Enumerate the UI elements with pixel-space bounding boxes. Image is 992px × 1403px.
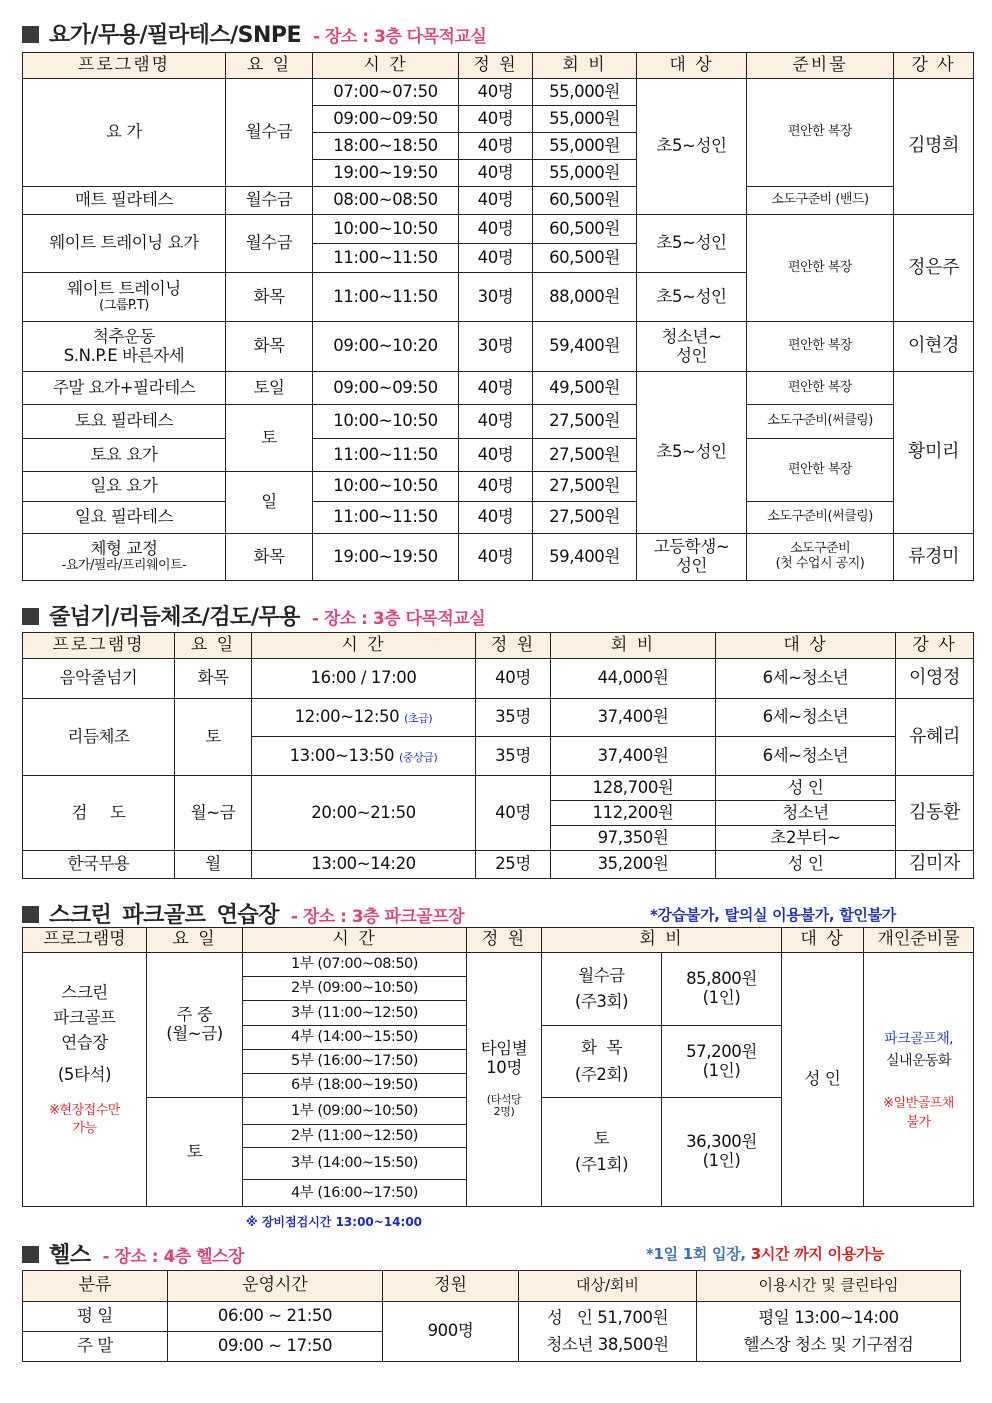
- section-title-jumprope: [22, 600, 485, 631]
- clean-time-hours: 평일 13:00~14:00: [758, 1308, 899, 1328]
- header-fee: 회 비: [533, 53, 637, 79]
- capacity: 30명: [459, 273, 533, 322]
- program-name: [23, 953, 147, 1207]
- capacity: 30명: [459, 322, 533, 372]
- day-weekday-line2: (월~금): [166, 1024, 223, 1043]
- time: 10:00~10:50: [313, 215, 459, 244]
- table-header-row: [23, 633, 974, 659]
- comma: ,: [949, 1032, 953, 1048]
- fee: 27,500원: [533, 439, 637, 472]
- header-day: 요 일: [175, 633, 252, 659]
- day: 일: [226, 472, 313, 534]
- capacity: 40명: [459, 405, 533, 439]
- fee-per-person: (1인): [702, 1060, 741, 1080]
- header-instructor: 강 사: [896, 633, 974, 659]
- time: 07:00~07:50: [313, 79, 459, 106]
- day-saturday: 토: [147, 1098, 243, 1207]
- time-value: 13:00~13:50: [289, 745, 395, 765]
- instructor: 김동환: [896, 776, 974, 851]
- capacity: 35명: [476, 699, 551, 737]
- time: 08:00~08:50: [313, 187, 459, 215]
- fee-days: [542, 953, 662, 1026]
- time: 11:00~11:50: [313, 273, 459, 322]
- fee: 35,200원: [551, 851, 716, 879]
- square-bullet-icon: [22, 608, 39, 625]
- capacity: 40명: [459, 502, 533, 534]
- onsite-only-warning: ※현장접수만: [49, 1103, 120, 1118]
- target: 초5~성인: [637, 215, 747, 273]
- target: 초5~성인: [637, 372, 747, 534]
- section-heading: 줄넘기/리듬체조/검도/무용: [49, 605, 300, 630]
- header-fee: 회 비: [542, 928, 782, 953]
- fee-per-person: (1인): [702, 1151, 741, 1170]
- capacity: 40명: [459, 244, 533, 273]
- day: 화목: [226, 322, 313, 372]
- capacity: 40명: [476, 659, 551, 699]
- target: [637, 322, 747, 372]
- supplies-line1: 소도구준비: [789, 541, 851, 557]
- table-row: [23, 659, 974, 699]
- instructor: 류경미: [894, 534, 974, 581]
- time: 11:00~11:50: [313, 439, 459, 472]
- time: 13:00~14:20: [252, 851, 476, 879]
- level-label: (초급): [404, 712, 433, 726]
- instructor: 황미리: [894, 372, 974, 534]
- program-name: [23, 322, 226, 372]
- header-supplies: 개인준비물: [864, 928, 974, 953]
- header-target: 대 상: [637, 53, 747, 79]
- time-slot: 6부 (18:00~19:50): [243, 1074, 467, 1098]
- fee-frequency: (주1회): [574, 1155, 629, 1174]
- instructor: 김명희: [894, 79, 974, 215]
- header-clean-time: 이용시간 및 클린타임: [697, 1271, 961, 1302]
- hours: 09:00 ~ 17:50: [168, 1332, 383, 1362]
- time: 19:00~19:50: [313, 534, 459, 581]
- program-line3: 연습장: [61, 1032, 108, 1052]
- section-heading: 헬스: [49, 1243, 91, 1268]
- capacity: 40명: [459, 472, 533, 502]
- table-row: [23, 699, 974, 737]
- time: [252, 699, 476, 737]
- time: 11:00~11:50: [313, 502, 459, 534]
- target: 초5~성인: [637, 273, 747, 322]
- section-title-health: [22, 1238, 244, 1269]
- header-time: 시 간: [243, 928, 467, 953]
- program-seats: (5타석): [57, 1065, 112, 1085]
- time: 11:00~11:50: [313, 244, 459, 273]
- square-bullet-icon: [22, 26, 39, 43]
- time-value: 12:00~12:50: [294, 707, 400, 727]
- fee: 97,350원: [551, 826, 716, 851]
- capacity: 40명: [459, 439, 533, 472]
- day: 화목: [226, 534, 313, 581]
- time: 16:00 / 17:00: [252, 659, 476, 699]
- target-line1: 청소년~: [661, 326, 722, 346]
- square-bullet-icon: [22, 906, 39, 923]
- header-fee: 회 비: [551, 633, 716, 659]
- fee: 44,000원: [551, 659, 716, 699]
- program-name: 토요 요가: [23, 439, 226, 472]
- category: 주 말: [23, 1332, 168, 1362]
- header-time: 시 간: [313, 53, 459, 79]
- day: 화목: [175, 659, 252, 699]
- capacity: 40명: [459, 106, 533, 133]
- supplies: 편안한 복장: [747, 79, 894, 187]
- header-target: 대 상: [716, 633, 896, 659]
- header-supplies: 준비물: [747, 53, 894, 79]
- table-row: [23, 187, 974, 215]
- supplies-line1: [864, 1026, 973, 1051]
- fee: 59,400원: [533, 534, 637, 581]
- fee: 27,500원: [533, 502, 637, 534]
- day: 월수금: [226, 215, 313, 273]
- table-header-row: [23, 53, 974, 79]
- program-name: 토요 필라테스: [23, 405, 226, 439]
- fees: [519, 1302, 697, 1362]
- supplies: 편안한 복장: [747, 439, 894, 502]
- fee-days: [542, 1026, 662, 1098]
- header-capacity: 정원: [383, 1271, 519, 1302]
- day-weekday-line1: 주 중: [176, 1005, 213, 1025]
- program-name: 한국무용: [23, 851, 175, 879]
- supplies: 소도구준비(써클링): [747, 405, 894, 439]
- capacity: 40명: [459, 160, 533, 187]
- fee: 27,500원: [533, 405, 637, 439]
- target: 초2부터~: [716, 826, 896, 851]
- day: 월~금: [175, 776, 252, 851]
- program-name-main: 척추운동: [92, 326, 156, 346]
- day: 월: [175, 851, 252, 879]
- fee: 55,000원: [533, 133, 637, 160]
- supplies: 편안한 복장: [747, 372, 894, 405]
- table-header-row: [23, 928, 974, 953]
- capacity-line1: 타임별: [480, 1038, 528, 1058]
- fee-days-label: 토: [593, 1128, 610, 1148]
- clean-time-desc: 헬스장 청소 및 기구점검: [743, 1334, 914, 1354]
- capacity: 900명: [383, 1302, 519, 1362]
- yoga-schedule-table: [22, 52, 974, 581]
- time: [252, 737, 476, 776]
- instructor: 이영정: [896, 659, 974, 699]
- fee-days-label: 화 목: [581, 1038, 622, 1058]
- section-heading: 스크린 파크골프 연습장: [49, 903, 279, 928]
- header-day: 요 일: [147, 928, 243, 953]
- equipment-check-note: ※ 장비점검시간 13:00~14:00: [246, 1215, 423, 1229]
- capacity: 40명: [459, 215, 533, 244]
- fee-frequency: (주3회): [574, 992, 629, 1011]
- table-row: [23, 372, 974, 405]
- day: 월수금: [226, 187, 313, 215]
- program-name-sub: S.N.P.E 바른자세: [63, 345, 185, 365]
- header-hours: 운영시간: [168, 1271, 383, 1302]
- section-title-parkgolf: [22, 898, 464, 929]
- header-fee: 대상/회비: [519, 1271, 697, 1302]
- capacity: 35명: [476, 737, 551, 776]
- header-program: 프로그램명: [23, 53, 226, 79]
- header-day: 요 일: [226, 53, 313, 79]
- program-name-main: 체형 교정: [90, 539, 158, 559]
- table-row: [23, 851, 974, 879]
- personal-supplies: [864, 953, 974, 1207]
- target: 성 인: [716, 851, 896, 879]
- fee-frequency: (주2회): [574, 1064, 629, 1084]
- instructor: 김미자: [896, 851, 974, 879]
- day: 화목: [226, 273, 313, 322]
- fee: 60,500원: [533, 187, 637, 215]
- jumprope-schedule-table: [22, 632, 974, 879]
- time: 09:00~10:20: [313, 322, 459, 372]
- program-name: [23, 273, 226, 322]
- capacity: 40명: [459, 133, 533, 160]
- indoor-shoes: 실내운동화: [885, 1052, 952, 1069]
- table-row: [23, 322, 974, 372]
- fee: 60,500원: [533, 215, 637, 244]
- target-line1: 고등학생~: [653, 537, 730, 557]
- program-line1: 스크린: [61, 983, 108, 1002]
- fee: 128,700원: [551, 776, 716, 801]
- header-category: 분류: [23, 1271, 168, 1302]
- capacity-sub-line1: (타석당: [486, 1092, 522, 1106]
- health-schedule-table: [22, 1270, 961, 1362]
- supplies: 편안한 복장: [747, 322, 894, 372]
- fee: 88,000원: [533, 273, 637, 322]
- program-name: 검 도: [23, 776, 175, 851]
- no-golf-club-warning: ※일반골프채: [883, 1095, 954, 1111]
- program-name: 리듬체조: [23, 699, 175, 776]
- fee-adult: 성 인 51,700원: [546, 1308, 669, 1328]
- time: 10:00~10:50: [313, 472, 459, 502]
- time: 20:00~21:50: [252, 776, 476, 851]
- section-heading: 요가/무용/필라테스/SNPE: [49, 23, 302, 48]
- program-name: 주말 요가+필라테스: [23, 372, 226, 405]
- target-line2: 성인: [675, 345, 708, 365]
- fee: 60,500원: [533, 244, 637, 273]
- header-target: 대 상: [782, 928, 864, 953]
- target: 초5~성인: [637, 79, 747, 215]
- location-label: - 장소 : 3층 다목적교실: [313, 27, 487, 47]
- time-slot: 1부 (07:00~08:50): [243, 953, 467, 977]
- fee: 59,400원: [533, 322, 637, 372]
- time-slot: 2부 (09:00~10:50): [243, 977, 467, 1001]
- day: 토: [175, 699, 252, 776]
- table-row: [23, 215, 974, 244]
- capacity-sub-line2: 2명): [493, 1105, 515, 1119]
- time-slot: 3부 (14:00~15:50): [243, 1148, 467, 1180]
- table-row: [23, 776, 974, 801]
- parkgolf-schedule-table: [22, 927, 974, 1207]
- program-name: 매트 필라테스: [23, 187, 226, 215]
- day-weekday: [147, 953, 243, 1098]
- table-header-row: [23, 1271, 961, 1302]
- target-line2: 성인: [675, 556, 708, 575]
- capacity: 40명: [459, 79, 533, 106]
- capacity: 40명: [459, 534, 533, 581]
- fee: 49,500원: [533, 372, 637, 405]
- capacity-line2: 10명: [486, 1057, 522, 1077]
- time-slot: 5부 (16:00~17:50): [243, 1050, 467, 1074]
- location-label: - 장소 : 3층 파크골프장: [290, 907, 465, 927]
- table-row: [23, 953, 974, 977]
- fee: 37,400원: [551, 699, 716, 737]
- header-capacity: 정 원: [476, 633, 551, 659]
- program-name: 일요 필라테스: [23, 502, 226, 534]
- header-capacity: 정 원: [459, 53, 533, 79]
- location-label: - 장소 : 4층 헬스장: [102, 1247, 244, 1267]
- instructor: 정은주: [894, 215, 974, 322]
- no-golf-club-warning-line2: 불가: [906, 1115, 931, 1131]
- fee: 55,000원: [533, 160, 637, 187]
- target: 6세~청소년: [716, 699, 896, 737]
- health-note: [646, 1243, 884, 1264]
- instructor: 이현경: [894, 322, 974, 372]
- day: 월수금: [226, 79, 313, 187]
- supplies: [747, 534, 894, 581]
- fee-days-label: 월수금: [578, 965, 625, 985]
- time: 18:00~18:50: [313, 133, 459, 160]
- day: 토: [226, 405, 313, 472]
- fee-amount: [662, 1098, 782, 1207]
- fee-amount-value: 36,300원: [686, 1132, 757, 1152]
- time-slot: 2부 (11:00~12:50): [243, 1125, 467, 1148]
- time: 10:00~10:50: [313, 405, 459, 439]
- fee-days: [542, 1098, 662, 1207]
- capacity: [467, 953, 542, 1207]
- program-line2: 파크골프: [53, 1007, 116, 1027]
- fee: 27,500원: [533, 472, 637, 502]
- instructor: 유혜리: [896, 699, 974, 776]
- target: 6세~청소년: [716, 659, 896, 699]
- hours: 06:00 ~ 21:50: [168, 1302, 383, 1332]
- supplies: 편안한 복장: [747, 215, 894, 322]
- location-label: - 장소 : 3층 다목적교실: [311, 609, 486, 629]
- time-slot: 4부 (14:00~15:50): [243, 1026, 467, 1050]
- header-instructor: 강 사: [894, 53, 974, 79]
- onsite-only-warning-line2: 가능: [72, 1121, 97, 1137]
- parkgolf-club: 파크골프채: [884, 1031, 950, 1048]
- table-row: [23, 534, 974, 581]
- time: 19:00~19:50: [313, 160, 459, 187]
- time-slot: 4부 (16:00~17:50): [243, 1180, 467, 1207]
- square-bullet-icon: [22, 1246, 39, 1263]
- capacity: 25명: [476, 851, 551, 879]
- fee: 37,400원: [551, 737, 716, 776]
- supplies-line2: (첫 수업시 공지): [775, 556, 865, 571]
- target: 청소년: [716, 801, 896, 826]
- day: 토일: [226, 372, 313, 405]
- supplies: 소도구준비 (밴드): [747, 187, 894, 215]
- fee-per-person: (1인): [702, 988, 741, 1007]
- program-name: [23, 534, 226, 581]
- target: [637, 534, 747, 581]
- header-capacity: 정 원: [467, 928, 542, 953]
- header-program: 프로그램명: [23, 928, 147, 953]
- fee-amount-value: 85,800원: [686, 969, 757, 989]
- program-name-sub: -요가/필라/프리웨이트-: [61, 558, 187, 574]
- program-name-sub: (그룹P.T): [99, 298, 149, 314]
- time: 09:00~09:50: [313, 106, 459, 133]
- program-name: 요 가: [23, 79, 226, 187]
- program-name: 음악줄넘기: [23, 659, 175, 699]
- fee-youth: 청소년 38,500원: [546, 1334, 669, 1354]
- fee: 55,000원: [533, 79, 637, 106]
- table-row: [23, 405, 974, 439]
- table-row: [23, 1302, 961, 1332]
- program-name: 웨이트 트레이닝 요가: [23, 215, 226, 273]
- capacity: 40명: [476, 776, 551, 851]
- health-note-limit: 3시간 까지 이용가능: [750, 1245, 885, 1263]
- target: 성 인: [716, 776, 896, 801]
- fee: 112,200원: [551, 801, 716, 826]
- parkgolf-note: *강습불가, 탈의실 이용불가, 할인불가: [650, 906, 896, 924]
- fee-amount: [662, 1026, 782, 1098]
- fee-amount: [662, 953, 782, 1026]
- clean-time: [697, 1302, 961, 1362]
- health-note-entry: *1일 1회 입장,: [646, 1245, 746, 1263]
- supplies: 소도구준비(써클링): [747, 502, 894, 534]
- header-program: 프로그램명: [23, 633, 175, 659]
- table-row: [23, 79, 974, 106]
- header-time: 시 간: [252, 633, 476, 659]
- target: 6세~청소년: [716, 737, 896, 776]
- capacity: 40명: [459, 372, 533, 405]
- level-label: (중상급): [398, 750, 438, 764]
- table-row: [23, 502, 974, 534]
- section-title-yoga: [22, 18, 486, 49]
- time: 09:00~09:50: [313, 372, 459, 405]
- time-slot: 3부 (11:00~12:50): [243, 1001, 467, 1026]
- category: 평 일: [23, 1302, 168, 1332]
- target: 성 인: [782, 953, 864, 1207]
- fee-amount-value: 57,200원: [686, 1041, 757, 1061]
- fee: 55,000원: [533, 106, 637, 133]
- table-row: [23, 439, 974, 472]
- program-name-main: 웨이트 트레이닝: [67, 279, 181, 299]
- capacity: 40명: [459, 187, 533, 215]
- program-name: 일요 요가: [23, 472, 226, 502]
- time-slot: 1부 (09:00~10:50): [243, 1098, 467, 1125]
